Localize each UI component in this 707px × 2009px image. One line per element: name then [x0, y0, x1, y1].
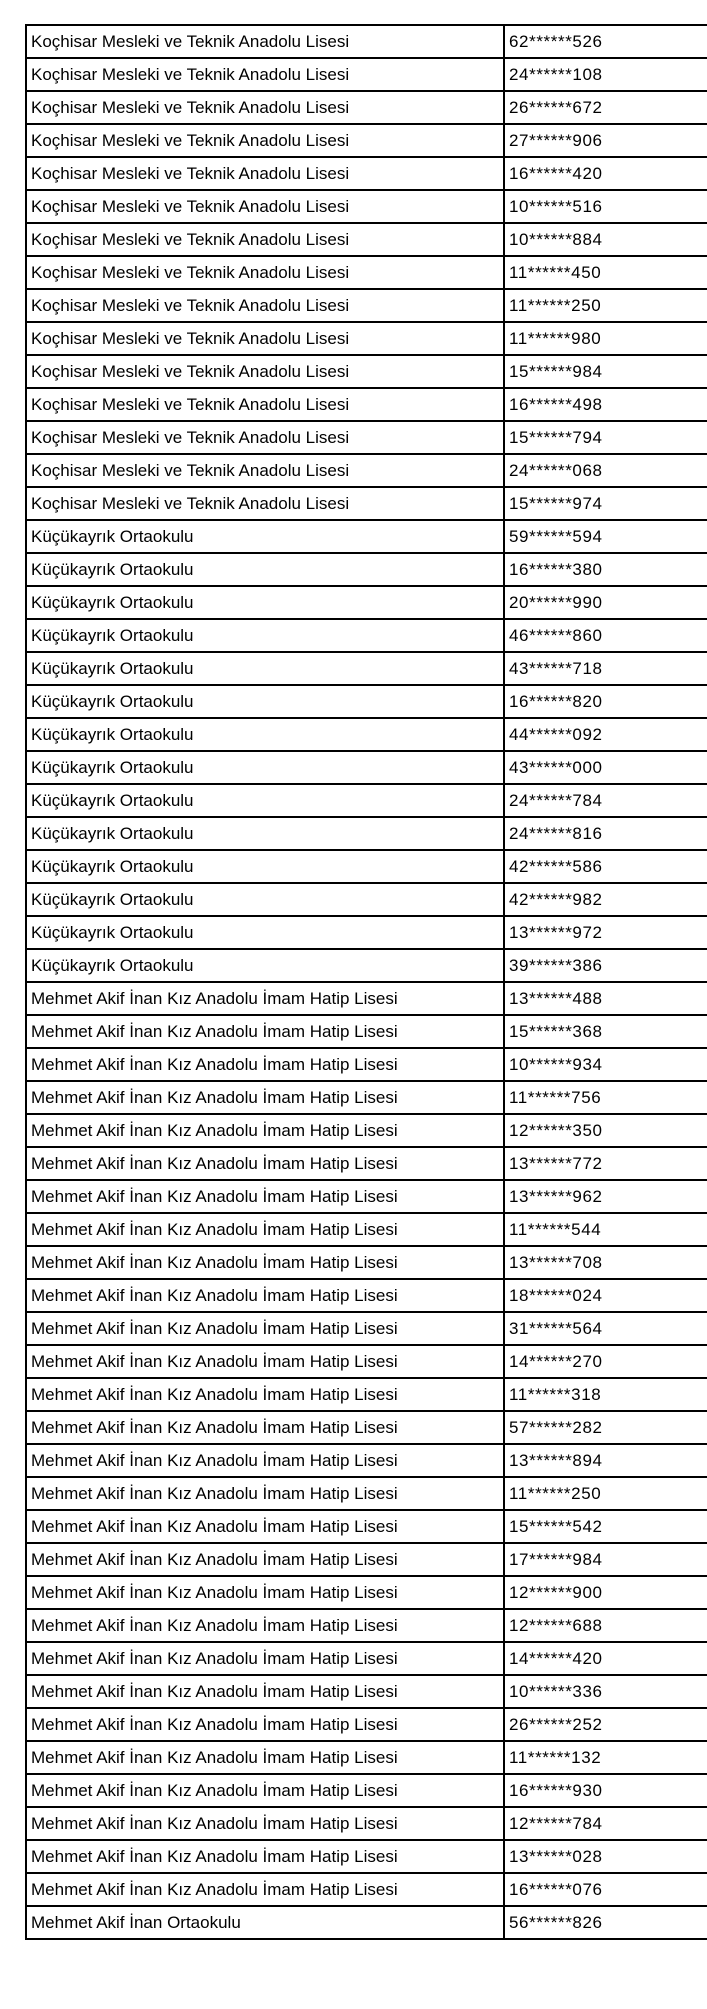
school-name-cell: Mehmet Akif İnan Kız Anadolu İmam Hatip Lisesi: [26, 1510, 504, 1543]
masked-id-cell: 15******368: [504, 1015, 707, 1048]
masked-id-cell: 11******250: [504, 1477, 707, 1510]
school-name-cell: Küçükayrık Ortaokulu: [26, 685, 504, 718]
school-name-cell: Mehmet Akif İnan Kız Anadolu İmam Hatip Lisesi: [26, 1543, 504, 1576]
table-row: [26, 1642, 707, 1675]
masked-id-cell: 10******336: [504, 1675, 707, 1708]
school-name-cell: Mehmet Akif İnan Kız Anadolu İmam Hatip Lisesi: [26, 1081, 504, 1114]
table-row: [26, 685, 707, 718]
school-name-cell: Koçhisar Mesleki ve Teknik Anadolu Lisesi: [26, 289, 504, 322]
table-row: [26, 1312, 707, 1345]
school-name-cell: Mehmet Akif İnan Kız Anadolu İmam Hatip Lisesi: [26, 1873, 504, 1906]
table-row: [26, 817, 707, 850]
masked-id-cell: 12******900: [504, 1576, 707, 1609]
table-row: [26, 1147, 707, 1180]
masked-id-cell: 24******068: [504, 454, 707, 487]
table-row: [26, 1048, 707, 1081]
masked-id-cell: 13******894: [504, 1444, 707, 1477]
masked-id-cell: 11******250: [504, 289, 707, 322]
table-row: [26, 1741, 707, 1774]
school-name-cell: Mehmet Akif İnan Kız Anadolu İmam Hatip Lisesi: [26, 1345, 504, 1378]
table-row: [26, 289, 707, 322]
table-row: [26, 1906, 707, 1939]
masked-id-cell: 11******450: [504, 256, 707, 289]
table-row: [26, 1444, 707, 1477]
school-name-cell: Küçükayrık Ortaokulu: [26, 916, 504, 949]
school-name-cell: Mehmet Akif İnan Kız Anadolu İmam Hatip Lisesi: [26, 1708, 504, 1741]
table-row: [26, 1807, 707, 1840]
masked-id-cell: 14******420: [504, 1642, 707, 1675]
masked-id-cell: 13******962: [504, 1180, 707, 1213]
table-row: [26, 25, 707, 58]
table-row: [26, 1840, 707, 1873]
school-name-cell: Koçhisar Mesleki ve Teknik Anadolu Lisesi: [26, 223, 504, 256]
table-row: [26, 619, 707, 652]
school-name-cell: Mehmet Akif İnan Kız Anadolu İmam Hatip Lisesi: [26, 1576, 504, 1609]
table-row: [26, 1543, 707, 1576]
school-name-cell: Küçükayrık Ortaokulu: [26, 949, 504, 982]
masked-id-cell: 59******594: [504, 520, 707, 553]
school-name-cell: Mehmet Akif İnan Kız Anadolu İmam Hatip Lisesi: [26, 982, 504, 1015]
table-row: [26, 124, 707, 157]
table-row: [26, 223, 707, 256]
school-name-cell: Mehmet Akif İnan Kız Anadolu İmam Hatip Lisesi: [26, 1477, 504, 1510]
school-name-cell: Mehmet Akif İnan Kız Anadolu İmam Hatip Lisesi: [26, 1114, 504, 1147]
masked-id-cell: 10******884: [504, 223, 707, 256]
school-name-cell: Mehmet Akif İnan Kız Anadolu İmam Hatip Lisesi: [26, 1312, 504, 1345]
masked-id-cell: 42******982: [504, 883, 707, 916]
masked-id-cell: 24******108: [504, 58, 707, 91]
school-name-cell: Küçükayrık Ortaokulu: [26, 718, 504, 751]
masked-id-cell: 13******708: [504, 1246, 707, 1279]
table-row: [26, 91, 707, 124]
masked-id-cell: 11******756: [504, 1081, 707, 1114]
school-name-cell: Mehmet Akif İnan Kız Anadolu İmam Hatip Lisesi: [26, 1411, 504, 1444]
table-row: [26, 586, 707, 619]
masked-id-cell: 15******974: [504, 487, 707, 520]
table-row: [26, 553, 707, 586]
table-row: [26, 454, 707, 487]
table-row: [26, 1510, 707, 1543]
masked-id-cell: 43******718: [504, 652, 707, 685]
school-name-cell: Koçhisar Mesleki ve Teknik Anadolu Lisesi: [26, 124, 504, 157]
school-name-cell: Mehmet Akif İnan Kız Anadolu İmam Hatip Lisesi: [26, 1642, 504, 1675]
school-name-cell: Mehmet Akif İnan Kız Anadolu İmam Hatip Lisesi: [26, 1741, 504, 1774]
masked-id-cell: 14******270: [504, 1345, 707, 1378]
masked-id-cell: 13******028: [504, 1840, 707, 1873]
school-name-cell: Koçhisar Mesleki ve Teknik Anadolu Lisesi: [26, 454, 504, 487]
table-row: [26, 1411, 707, 1444]
masked-id-cell: 13******972: [504, 916, 707, 949]
table-row: [26, 850, 707, 883]
table-row: [26, 190, 707, 223]
school-name-cell: Koçhisar Mesleki ve Teknik Anadolu Lisesi: [26, 91, 504, 124]
table-row: [26, 1873, 707, 1906]
table-row: [26, 1378, 707, 1411]
masked-id-cell: 44******092: [504, 718, 707, 751]
table-row: [26, 322, 707, 355]
table-row: [26, 1246, 707, 1279]
masked-id-cell: 27******906: [504, 124, 707, 157]
masked-id-cell: 10******516: [504, 190, 707, 223]
table-row: [26, 421, 707, 454]
masked-id-cell: 16******420: [504, 157, 707, 190]
table-row: [26, 1609, 707, 1642]
table-row: [26, 157, 707, 190]
school-name-cell: Koçhisar Mesleki ve Teknik Anadolu Lisesi: [26, 487, 504, 520]
masked-id-cell: 15******542: [504, 1510, 707, 1543]
school-name-cell: Mehmet Akif İnan Kız Anadolu İmam Hatip Lisesi: [26, 1015, 504, 1048]
school-name-cell: Mehmet Akif İnan Kız Anadolu İmam Hatip Lisesi: [26, 1807, 504, 1840]
masked-id-cell: 31******564: [504, 1312, 707, 1345]
school-name-cell: Koçhisar Mesleki ve Teknik Anadolu Lisesi: [26, 25, 504, 58]
masked-id-cell: 39******386: [504, 949, 707, 982]
school-name-cell: Mehmet Akif İnan Kız Anadolu İmam Hatip Lisesi: [26, 1774, 504, 1807]
school-name-cell: Koçhisar Mesleki ve Teknik Anadolu Lisesi: [26, 157, 504, 190]
table-row: [26, 1114, 707, 1147]
masked-id-cell: 13******488: [504, 982, 707, 1015]
masked-id-cell: 16******820: [504, 685, 707, 718]
table-row: [26, 355, 707, 388]
masked-id-cell: 46******860: [504, 619, 707, 652]
school-name-cell: Küçükayrık Ortaokulu: [26, 751, 504, 784]
masked-id-cell: 57******282: [504, 1411, 707, 1444]
school-name-cell: Küçükayrık Ortaokulu: [26, 553, 504, 586]
school-name-cell: Koçhisar Mesleki ve Teknik Anadolu Lisesi: [26, 322, 504, 355]
table-body: [26, 25, 707, 1939]
school-name-cell: Küçükayrık Ortaokulu: [26, 619, 504, 652]
masked-id-cell: 15******794: [504, 421, 707, 454]
masked-id-cell: 10******934: [504, 1048, 707, 1081]
school-name-cell: Koçhisar Mesleki ve Teknik Anadolu Lisesi: [26, 256, 504, 289]
masked-id-cell: 12******350: [504, 1114, 707, 1147]
table-row: [26, 718, 707, 751]
masked-id-cell: 16******076: [504, 1873, 707, 1906]
masked-id-cell: 56******826: [504, 1906, 707, 1939]
table-row: [26, 1081, 707, 1114]
school-name-cell: Küçükayrık Ortaokulu: [26, 652, 504, 685]
table-row: [26, 1345, 707, 1378]
masked-id-cell: 11******980: [504, 322, 707, 355]
masked-id-cell: 26******252: [504, 1708, 707, 1741]
table-row: [26, 1675, 707, 1708]
masked-id-cell: 13******772: [504, 1147, 707, 1180]
masked-id-cell: 26******672: [504, 91, 707, 124]
table-row: [26, 1576, 707, 1609]
masked-id-cell: 16******498: [504, 388, 707, 421]
masked-id-cell: 62******526: [504, 25, 707, 58]
table-row: [26, 1774, 707, 1807]
school-name-cell: Mehmet Akif İnan Kız Anadolu İmam Hatip Lisesi: [26, 1609, 504, 1642]
table-row: [26, 487, 707, 520]
table-row: [26, 388, 707, 421]
table-row: [26, 916, 707, 949]
table-row: [26, 652, 707, 685]
masked-id-cell: 16******930: [504, 1774, 707, 1807]
masked-id-cell: 24******784: [504, 784, 707, 817]
school-name-cell: Küçükayrık Ortaokulu: [26, 850, 504, 883]
school-name-cell: Mehmet Akif İnan Kız Anadolu İmam Hatip Lisesi: [26, 1180, 504, 1213]
masked-id-cell: 18******024: [504, 1279, 707, 1312]
table-row: [26, 1477, 707, 1510]
school-name-cell: Mehmet Akif İnan Kız Anadolu İmam Hatip Lisesi: [26, 1840, 504, 1873]
school-name-cell: Küçükayrık Ortaokulu: [26, 883, 504, 916]
masked-id-cell: 12******688: [504, 1609, 707, 1642]
table-row: [26, 256, 707, 289]
masked-id-cell: 16******380: [504, 553, 707, 586]
school-id-table: [25, 24, 707, 1940]
table-row: [26, 949, 707, 982]
table-row: [26, 1708, 707, 1741]
table-row: [26, 520, 707, 553]
school-name-cell: Mehmet Akif İnan Kız Anadolu İmam Hatip Lisesi: [26, 1048, 504, 1081]
school-name-cell: Koçhisar Mesleki ve Teknik Anadolu Lisesi: [26, 355, 504, 388]
masked-id-cell: 43******000: [504, 751, 707, 784]
masked-id-cell: 11******318: [504, 1378, 707, 1411]
table-row: [26, 1180, 707, 1213]
masked-id-cell: 17******984: [504, 1543, 707, 1576]
masked-id-cell: 12******784: [504, 1807, 707, 1840]
school-name-cell: Koçhisar Mesleki ve Teknik Anadolu Lisesi: [26, 388, 504, 421]
school-name-cell: Mehmet Akif İnan Kız Anadolu İmam Hatip Lisesi: [26, 1675, 504, 1708]
masked-id-cell: 15******984: [504, 355, 707, 388]
masked-id-cell: 20******990: [504, 586, 707, 619]
school-name-cell: Mehmet Akif İnan Kız Anadolu İmam Hatip Lisesi: [26, 1444, 504, 1477]
table-row: [26, 1015, 707, 1048]
school-name-cell: Küçükayrık Ortaokulu: [26, 784, 504, 817]
table-row: [26, 784, 707, 817]
school-name-cell: Koçhisar Mesleki ve Teknik Anadolu Lisesi: [26, 58, 504, 91]
masked-id-cell: 11******132: [504, 1741, 707, 1774]
school-name-cell: Mehmet Akif İnan Kız Anadolu İmam Hatip Lisesi: [26, 1279, 504, 1312]
school-name-cell: Küçükayrık Ortaokulu: [26, 586, 504, 619]
masked-id-cell: 11******544: [504, 1213, 707, 1246]
school-name-cell: Koçhisar Mesleki ve Teknik Anadolu Lisesi: [26, 421, 504, 454]
table-row: [26, 751, 707, 784]
school-name-cell: Küçükayrık Ortaokulu: [26, 520, 504, 553]
table-row: [26, 883, 707, 916]
table-row: [26, 1213, 707, 1246]
masked-id-cell: 42******586: [504, 850, 707, 883]
school-name-cell: Mehmet Akif İnan Kız Anadolu İmam Hatip Lisesi: [26, 1147, 504, 1180]
school-name-cell: Mehmet Akif İnan Ortaokulu: [26, 1906, 504, 1939]
school-name-cell: Koçhisar Mesleki ve Teknik Anadolu Lisesi: [26, 190, 504, 223]
school-name-cell: Küçükayrık Ortaokulu: [26, 817, 504, 850]
table-row: [26, 58, 707, 91]
school-name-cell: Mehmet Akif İnan Kız Anadolu İmam Hatip Lisesi: [26, 1378, 504, 1411]
masked-id-cell: 24******816: [504, 817, 707, 850]
table-row: [26, 982, 707, 1015]
school-name-cell: Mehmet Akif İnan Kız Anadolu İmam Hatip Lisesi: [26, 1246, 504, 1279]
school-name-cell: Mehmet Akif İnan Kız Anadolu İmam Hatip Lisesi: [26, 1213, 504, 1246]
table-row: [26, 1279, 707, 1312]
